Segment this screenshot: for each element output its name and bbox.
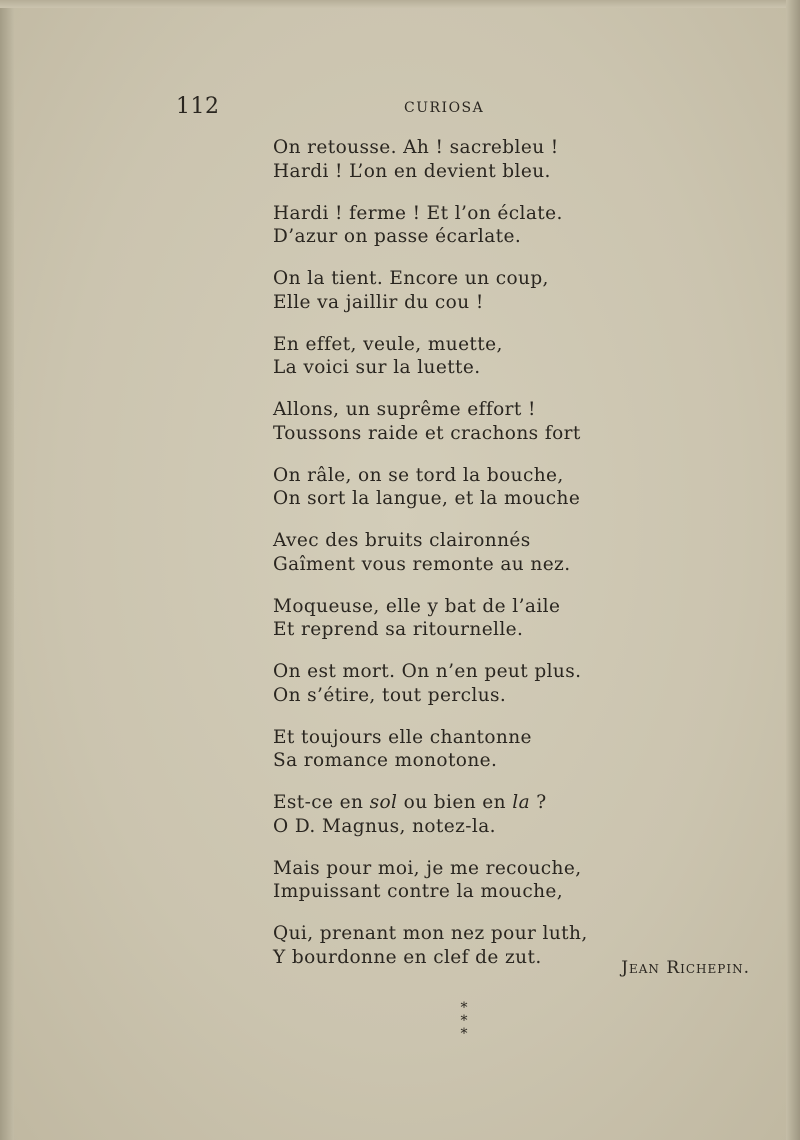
verse-text: ou bien en — [397, 792, 513, 813]
stanza-5 — [273, 398, 693, 445]
page-number: 112 — [176, 94, 220, 119]
verse-line: On est mort. On n’en peut plus. — [273, 661, 582, 682]
author-signature: Jean Richepin. — [621, 958, 750, 978]
page-right-edge — [786, 0, 800, 1140]
running-head: CURIOSA — [404, 100, 485, 116]
asterism-bottom: * * — [460, 1013, 476, 1042]
stanza-12 — [273, 857, 693, 904]
verse-line: Gaîment vous remonte au nez. — [273, 553, 571, 575]
verse-line: Toussons raide et crachons fort — [273, 422, 581, 444]
page-top-edge — [0, 0, 800, 8]
verse-line: Et reprend sa ritournelle. — [273, 619, 524, 640]
page-left-edge — [0, 0, 14, 1140]
verse-line: On s’étire, tout perclus. — [273, 684, 507, 706]
asterism-ornament — [444, 1002, 484, 1041]
stanza-9 — [273, 660, 693, 707]
stanza-10 — [273, 726, 693, 773]
stanza-8 — [273, 595, 693, 642]
stanza-1 — [273, 136, 693, 183]
verse-line: Y bourdonne en clef de zut. — [273, 946, 542, 968]
verse-line: Avec des bruits claironnés — [273, 530, 531, 551]
verse-line: On la tient. Encore un coup, — [273, 268, 549, 289]
verse-line: On retousse. Ah ! sacrebleu ! — [273, 137, 559, 158]
stanza-7 — [273, 529, 693, 576]
verse-text: Est-ce en — [273, 792, 370, 813]
verse-line: La voici sur la luette. — [273, 357, 481, 378]
music-note-la: la — [512, 792, 530, 813]
verse-line: Mais pour moi, je me recouche, — [273, 857, 582, 879]
verse-line: Elle va jaillir du cou ! — [273, 291, 484, 313]
asterism-top: * — [460, 1000, 468, 1016]
verse-line: Hardi ! ferme ! Et l’on éclate. — [273, 202, 563, 224]
verse-line: Et toujours elle chantonne — [273, 726, 532, 748]
stanza-6 — [273, 464, 693, 511]
stanza-2 — [273, 202, 693, 249]
verse-line: Hardi ! L’on en devient bleu. — [273, 160, 551, 182]
stanza-11 — [273, 791, 693, 838]
verse-line: O D. Magnus, notez-la. — [273, 815, 496, 837]
verse-line: Impuissant contre la mouche, — [273, 881, 564, 902]
verse-line: Allons, un suprême effort ! — [273, 399, 536, 420]
verse-line: Qui, prenant mon nez pour luth, — [273, 923, 588, 944]
verse-line: On râle, on se tord la bouche, — [273, 464, 564, 486]
stanza-3 — [273, 267, 693, 314]
verse-line: Sa romance monotone. — [273, 750, 498, 771]
verse-line: On sort la langue, et la mouche — [273, 488, 581, 509]
verse-line — [273, 791, 693, 815]
stanza-4 — [273, 333, 693, 380]
verse-line: D’azur on passe écarlate. — [273, 226, 522, 247]
verse-line: Moqueuse, elle y bat de l’aile — [273, 595, 561, 617]
verse-text: ? — [530, 792, 547, 813]
poem — [273, 136, 693, 988]
verse-line: En effet, veule, muette, — [273, 333, 503, 355]
music-note-sol: sol — [369, 792, 398, 813]
